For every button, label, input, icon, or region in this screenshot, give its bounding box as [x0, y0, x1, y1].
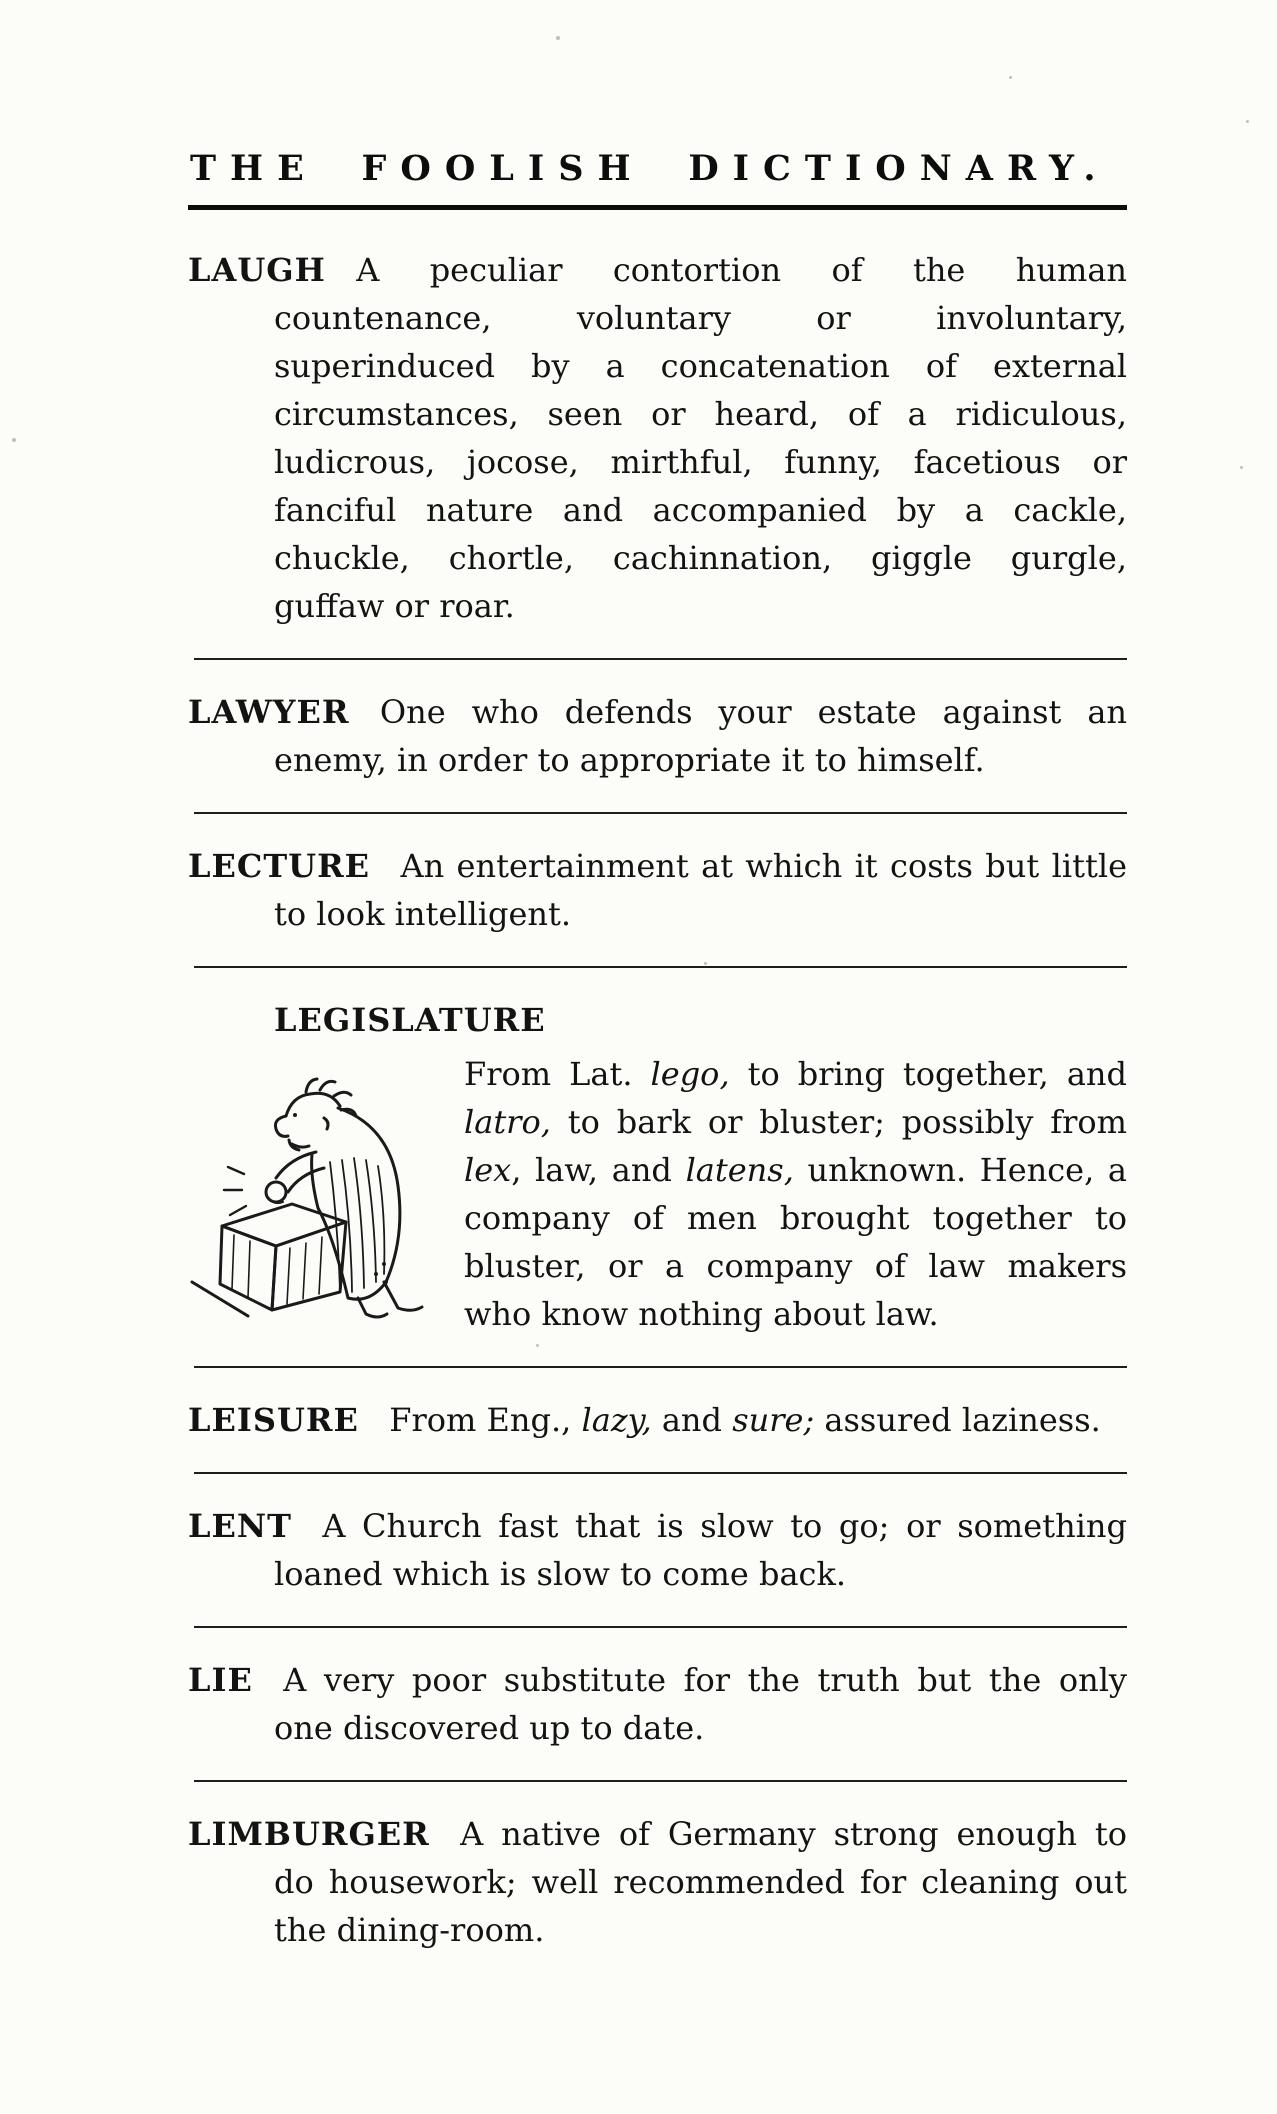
entry-definition: From Eng., lazy, and sure; assured laziness.: [389, 1401, 1101, 1439]
entry-definition: From Lat. lego, to bring together, and latro, to bark or bluster; possibly from lex, law, and latens, unknown. Hence, a company of men brought together to bluster, or a company of law makers who know nothing about law.: [464, 1055, 1128, 1333]
entry-separator: [194, 1780, 1127, 1782]
page-title: THE FOOLISH DICTIONARY.: [190, 148, 1110, 189]
orator-illustration: [188, 1058, 438, 1326]
entry-separator: [194, 1366, 1127, 1368]
entry-term: LIE: [188, 1661, 253, 1699]
entry-separator: [194, 812, 1127, 814]
entries-list: [188, 246, 1127, 1954]
entry-lecture: [188, 842, 1127, 938]
entry-paragraph: [188, 1810, 1127, 1954]
latin-italic-word: latro,: [464, 1103, 551, 1141]
entry-term: LEGISLATURE: [274, 1001, 546, 1039]
scan-speck: [1246, 120, 1249, 123]
entry-term: LECTURE: [188, 847, 371, 885]
entry-laugh: [188, 246, 1127, 630]
latin-italic-word: sure;: [732, 1401, 815, 1439]
entry-separator: [194, 966, 1127, 968]
entry-term: LEISURE: [188, 1401, 359, 1439]
title-rule: [188, 205, 1127, 210]
latin-italic-word: lazy,: [581, 1401, 652, 1439]
entry-definition: A peculiar contortion of the human countenance, voluntary or involuntary, superinduced by a concatenation of external circumstances, seen or heard, of a ridiculous, ludicrous, jocose, mirthful, funny, facetious or fanciful nature and accompanied by a cackle, chuckle, chortle, cachinnation, giggle gurgle, guffaw or roar.: [274, 251, 1127, 625]
scan-speck: [12, 438, 16, 442]
entry-term: LAUGH: [188, 251, 326, 289]
entry-lawyer: [188, 688, 1127, 784]
entry-lent: [188, 1502, 1127, 1598]
entry-separator: [194, 658, 1127, 660]
entry-definition: A Church fast that is slow to go; or something loaned which is slow to come back.: [274, 1507, 1127, 1593]
entry-legislature: [188, 996, 1127, 1338]
entry-separator: [194, 1626, 1127, 1628]
scan-speck: [1240, 466, 1243, 469]
entry-term-line: [188, 996, 1127, 1044]
entry-lie: [188, 1656, 1127, 1752]
entry-term: LAWYER: [188, 693, 350, 731]
scan-speck: [536, 1344, 539, 1347]
entry-limburger: [188, 1810, 1127, 1954]
entry-definition: One who defends your estate against an enemy, in order to appropriate it to himself.: [274, 693, 1127, 779]
latin-italic-word: latens,: [685, 1151, 794, 1189]
entry-paragraph: [188, 688, 1127, 784]
entry-definition: A native of Germany strong enough to do housework; well recommended for cleaning out the dining-room.: [274, 1815, 1127, 1949]
entry-term: LENT: [188, 1507, 292, 1545]
entry-paragraph: [188, 246, 1127, 630]
entry-leisure: [188, 1396, 1127, 1444]
entry-term: LIMBURGER: [188, 1815, 430, 1853]
entry-definition: A very poor substitute for the truth but the only one discovered up to date.: [274, 1661, 1127, 1747]
page-header: [188, 148, 1127, 210]
latin-italic-word: lego,: [650, 1055, 730, 1093]
entry-definition: An entertainment at which it costs but little to look intelligent.: [274, 847, 1127, 933]
entry-paragraph: [188, 1502, 1127, 1598]
scan-speck: [556, 36, 560, 40]
entry-paragraph: [188, 1396, 1127, 1444]
entry-paragraph: [188, 1656, 1127, 1752]
entry-paragraph: [188, 842, 1127, 938]
entry-definition-flow: [188, 1050, 1127, 1338]
scan-speck: [1009, 76, 1012, 79]
orator-illustration-drawing: [188, 1058, 438, 1326]
entry-separator: [194, 1472, 1127, 1474]
scan-speck: [704, 962, 707, 965]
latin-italic-word: lex: [464, 1151, 512, 1189]
